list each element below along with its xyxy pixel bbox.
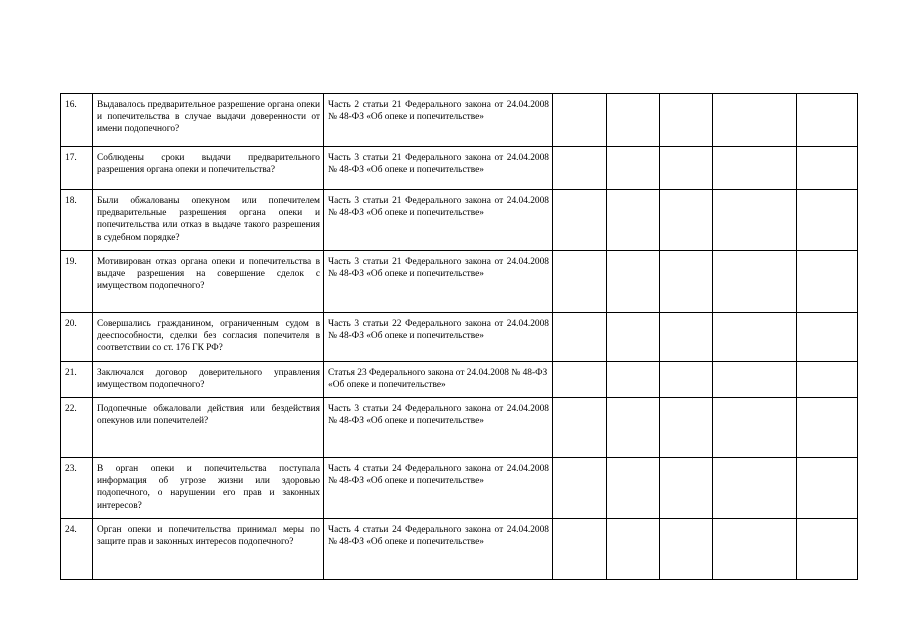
law-reference-cell xyxy=(324,519,553,580)
row-number: 24. xyxy=(61,519,93,580)
table-row xyxy=(61,147,858,190)
checklist-table xyxy=(60,93,858,580)
law-reference-text: Часть 3 статьи 22 Федерального закона от 24.04.2008 № 48-ФЗ «Об опеке и попечительстве» xyxy=(328,319,549,342)
table-row xyxy=(61,313,858,362)
extra-cell xyxy=(797,313,858,362)
table-row xyxy=(61,251,858,313)
law-reference-text: Часть 3 статьи 21 Федерального закона от 24.04.2008 № 48-ФЗ «Об опеке и попечительстве» xyxy=(328,257,549,280)
answer-no-cell xyxy=(607,458,660,519)
answer-yes-cell xyxy=(553,362,607,398)
answer-yes-cell xyxy=(553,94,607,147)
answer-yes-cell xyxy=(553,313,607,362)
law-reference-text: Часть 4 статьи 24 Федерального закона от 24.04.2008 № 48-ФЗ «Об опеке и попечительстве» xyxy=(328,464,549,487)
note-cell xyxy=(713,147,797,190)
table-row xyxy=(61,519,858,580)
question-text: Орган опеки и попечительства принимал меры по защите прав и законных интересов подопечного? xyxy=(97,525,320,548)
question-cell xyxy=(93,251,324,313)
question-cell xyxy=(93,313,324,362)
table-row xyxy=(61,94,858,147)
row-number: 19. xyxy=(61,251,93,313)
answer-yes-cell xyxy=(553,398,607,458)
law-reference-cell xyxy=(324,313,553,362)
note-cell xyxy=(713,398,797,458)
question-text: Выдавалось предварительное разрешение органа опеки и попечительства в случае выдачи доверенности от имени подопечного? xyxy=(97,100,320,135)
answer-no-cell xyxy=(607,313,660,362)
law-reference-text: Часть 4 статьи 24 Федерального закона от 24.04.2008 № 48-ФЗ «Об опеке и попечительстве» xyxy=(328,525,549,548)
question-text: В орган опеки и попечительства поступала информация об угрозе жизни или здоровью подопечного, о нарушении его прав и законных интересов? xyxy=(97,464,320,511)
row-number: 21. xyxy=(61,362,93,398)
answer-na-cell xyxy=(660,362,713,398)
answer-no-cell xyxy=(607,362,660,398)
row-number: 22. xyxy=(61,398,93,458)
question-cell xyxy=(93,362,324,398)
answer-na-cell xyxy=(660,94,713,147)
checklist-body xyxy=(61,94,858,580)
answer-na-cell xyxy=(660,313,713,362)
extra-cell xyxy=(797,94,858,147)
law-reference-cell xyxy=(324,251,553,313)
row-number: 23. xyxy=(61,458,93,519)
extra-cell xyxy=(797,190,858,251)
answer-no-cell xyxy=(607,190,660,251)
answer-no-cell xyxy=(607,519,660,580)
answer-na-cell xyxy=(660,519,713,580)
row-number: 18. xyxy=(61,190,93,251)
answer-yes-cell xyxy=(553,251,607,313)
extra-cell xyxy=(797,398,858,458)
answer-na-cell xyxy=(660,251,713,313)
answer-yes-cell xyxy=(553,147,607,190)
law-reference-cell xyxy=(324,94,553,147)
law-reference-cell xyxy=(324,362,553,398)
question-cell xyxy=(93,398,324,458)
extra-cell xyxy=(797,147,858,190)
answer-yes-cell xyxy=(553,190,607,251)
law-reference-text: Часть 3 статьи 21 Федерального закона от 24.04.2008 № 48-ФЗ «Об опеке и попечительстве» xyxy=(328,196,549,219)
table-row xyxy=(61,398,858,458)
question-text: Подопечные обжаловали действия или бездействия опекунов или попечителей? xyxy=(97,404,320,427)
row-number: 20. xyxy=(61,313,93,362)
note-cell xyxy=(713,458,797,519)
question-cell xyxy=(93,147,324,190)
extra-cell xyxy=(797,251,858,313)
question-cell xyxy=(93,519,324,580)
note-cell xyxy=(713,313,797,362)
note-cell xyxy=(713,94,797,147)
answer-no-cell xyxy=(607,147,660,190)
question-text: Мотивирован отказ органа опеки и попечительства в выдаче разрешения на совершение сделок с имуществом подопечного? xyxy=(97,257,320,292)
answer-na-cell xyxy=(660,190,713,251)
answer-no-cell xyxy=(607,398,660,458)
note-cell xyxy=(713,190,797,251)
note-cell xyxy=(713,362,797,398)
table-row xyxy=(61,190,858,251)
law-reference-text: Статья 23 Федерального закона от 24.04.2008 № 48-ФЗ «Об опеке и попечительстве» xyxy=(328,368,548,391)
law-reference-cell xyxy=(324,190,553,251)
question-text: Заключался договор доверительного управления имуществом подопечного? xyxy=(97,368,320,391)
question-text: Соблюдены сроки выдачи предварительного разрешения органа опеки и попечительства? xyxy=(97,153,320,176)
law-reference-cell xyxy=(324,147,553,190)
extra-cell xyxy=(797,362,858,398)
question-cell xyxy=(93,458,324,519)
question-text: Совершались гражданином, ограниченным судом в дееспособности, сделки без согласия попечителя в соответствии со ст. 176 ГК РФ? xyxy=(97,319,320,354)
answer-no-cell xyxy=(607,94,660,147)
law-reference-text: Часть 3 статьи 21 Федерального закона от 24.04.2008 № 48-ФЗ «Об опеке и попечительстве» xyxy=(328,153,549,176)
law-reference-text: Часть 2 статьи 21 Федерального закона от 24.04.2008 № 48-ФЗ «Об опеке и попечительстве» xyxy=(328,100,549,123)
answer-na-cell xyxy=(660,147,713,190)
note-cell xyxy=(713,519,797,580)
answer-na-cell xyxy=(660,458,713,519)
question-cell xyxy=(93,190,324,251)
answer-no-cell xyxy=(607,251,660,313)
law-reference-text: Часть 3 статьи 24 Федерального закона от 24.04.2008 № 48-ФЗ «Об опеке и попечительстве» xyxy=(328,404,549,427)
law-reference-cell xyxy=(324,398,553,458)
row-number: 16. xyxy=(61,94,93,147)
question-cell xyxy=(93,94,324,147)
answer-yes-cell xyxy=(553,458,607,519)
question-text: Были обжалованы опекуном или попечителем предварительные разрешения органа опеки и попечительства или отказ в выдаче такого разрешения в судебном порядке? xyxy=(97,196,320,243)
answer-na-cell xyxy=(660,398,713,458)
note-cell xyxy=(713,251,797,313)
extra-cell xyxy=(797,458,858,519)
answer-yes-cell xyxy=(553,519,607,580)
row-number: 17. xyxy=(61,147,93,190)
extra-cell xyxy=(797,519,858,580)
table-row xyxy=(61,458,858,519)
table-row xyxy=(61,362,858,398)
law-reference-cell xyxy=(324,458,553,519)
